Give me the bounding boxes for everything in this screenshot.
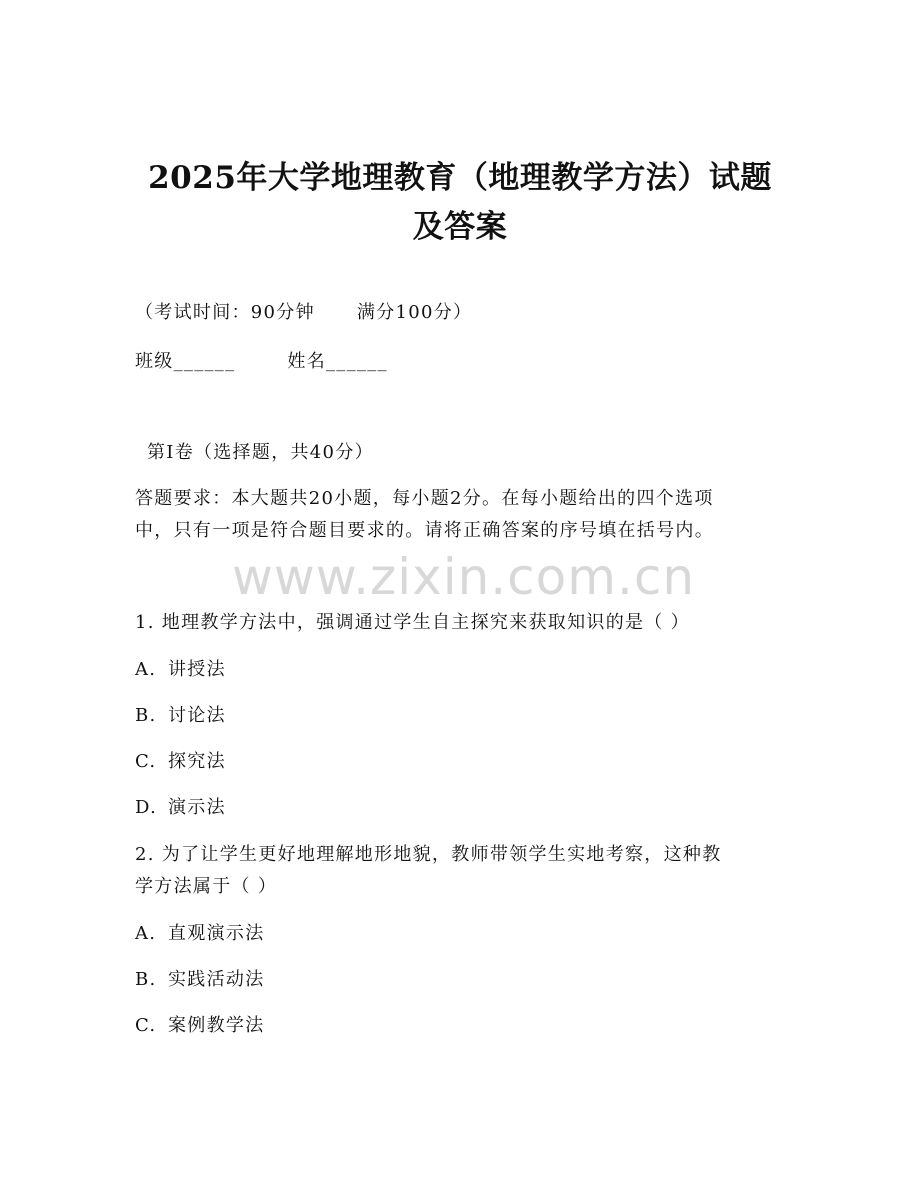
- watermark: www.zixin.com.cn: [232, 548, 696, 606]
- option-text: 探究法: [168, 751, 226, 772]
- exam-time: （考试时间：90分钟: [135, 302, 315, 323]
- name-field: 姓名______: [287, 351, 388, 372]
- question-1-option-c: [135, 753, 226, 771]
- question-1-stem: 1. 地理教学方法中，强调通过学生自主探究来获取知识的是（ ）: [135, 612, 690, 633]
- option-letter: C.: [135, 751, 157, 772]
- option-letter: A.: [135, 923, 157, 944]
- page-title-line-2: 及答案: [412, 209, 508, 245]
- option-letter: D.: [135, 797, 158, 818]
- option-text: 实践活动法: [168, 969, 265, 990]
- question-1-option-b: [135, 707, 226, 725]
- option-letter: C.: [135, 1015, 157, 1036]
- option-text: 案例教学法: [168, 1015, 265, 1036]
- instructions-line-1: 答题要求：本大题共20小题，每小题2分。在每小题给出的四个选项: [135, 488, 714, 509]
- class-field: 班级______: [135, 351, 236, 372]
- instructions-line-2: 中，只有一项是符合题目要求的。请将正确答案的序号填在括号内。: [135, 520, 714, 541]
- question-2-option-b: [135, 971, 265, 989]
- page-title-line-1: 2025年大学地理教育（地理教学方法）试题: [148, 160, 772, 196]
- option-text: 演示法: [168, 797, 226, 818]
- option-text: 讨论法: [168, 705, 226, 726]
- option-text: 讲授法: [168, 659, 226, 680]
- exam-score: 满分100分）: [356, 302, 473, 323]
- option-text: 直观演示法: [168, 923, 265, 944]
- option-letter: B.: [135, 969, 157, 990]
- question-2-stem-line-1: 2. 为了让学生更好地理解地形地貌，教师带领学生实地考察，这种教: [135, 844, 722, 865]
- student-fields: [135, 353, 388, 371]
- exam-info: [135, 304, 472, 322]
- question-2-option-c: [135, 1017, 265, 1035]
- option-letter: B.: [135, 705, 157, 726]
- question-1-option-d: [135, 799, 226, 817]
- question-1-option-a: [135, 661, 226, 679]
- section-heading: 第Ⅰ卷（选择题，共40分）: [147, 442, 374, 463]
- option-letter: A.: [135, 659, 157, 680]
- question-2-stem-line-2: 学方法属于（ ）: [135, 876, 278, 897]
- question-2-option-a: [135, 925, 265, 943]
